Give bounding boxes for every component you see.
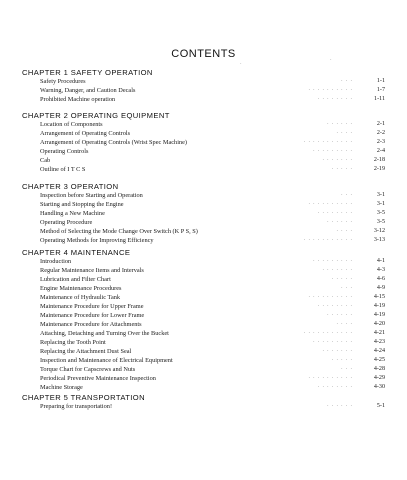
toc-entry-label: Inspection before Starting and Operation (40, 192, 143, 199)
toc-entry (0, 237, 407, 246)
toc-entry-label: Warning, Danger, and Caution Decals (40, 87, 136, 94)
toc-entry-label: Replacing the Attachment Dust Seal (40, 348, 132, 355)
toc-entry (0, 166, 407, 175)
toc-entry-page: 4-15 (373, 294, 385, 300)
toc-entry-label: Lubrication and Filter Chart (40, 276, 111, 283)
toc-entry (0, 339, 407, 348)
toc-entry (0, 357, 407, 366)
toc-entry-label: Attaching, Detaching and Turning Over the Bucket (40, 330, 169, 337)
leader-dots: ··········· (303, 238, 355, 243)
leader-dots: ····· (331, 277, 355, 282)
leader-dots: ··· (341, 193, 355, 198)
toc-entry (0, 210, 407, 219)
leader-dots: ······· (322, 158, 355, 163)
toc-entry-label: Operating Procedure (40, 219, 93, 226)
leader-dots: ········ (317, 97, 355, 102)
leader-dots: ······ (327, 404, 355, 409)
toc-entry-page: 4-25 (373, 357, 385, 363)
leader-dots: ········· (313, 259, 355, 264)
toc-entry-page: 2-2 (376, 130, 385, 136)
leader-dots: ····· (331, 167, 355, 172)
toc-entry (0, 294, 407, 303)
toc-entry-label: Location of Components (40, 121, 103, 128)
toc-entry (0, 384, 407, 393)
toc-entry-label: Outline of I T C S (40, 166, 86, 173)
leader-dots: ···· (336, 131, 355, 136)
toc-entry (0, 96, 407, 105)
leader-dots: ······ (327, 313, 355, 318)
leader-dots: ········ (317, 211, 355, 216)
toc-entry (0, 130, 407, 139)
toc-entry (0, 276, 407, 285)
toc-entry (0, 219, 407, 228)
leader-dots: ···· (336, 322, 355, 327)
toc-entry-page: 4-6 (376, 276, 385, 282)
toc-entry (0, 121, 407, 130)
leader-dots: ··· (341, 367, 355, 372)
toc-entry-page: 4-1 (376, 258, 385, 264)
toc-entry-label: Arrangement of Operating Controls (40, 130, 131, 137)
leader-dots: ······ (327, 220, 355, 225)
toc-entry-page: 3-12 (373, 228, 385, 234)
toc-entry-label: Handling a New Machine (40, 210, 105, 217)
toc-entry (0, 267, 407, 276)
toc-entry (0, 403, 407, 412)
toc-entry (0, 303, 407, 312)
chapter-heading: CHAPTER 5 TRANSPORTATION (22, 393, 145, 402)
toc-entry-page: 4-24 (373, 348, 385, 354)
leader-dots: ········ (317, 385, 355, 390)
toc-entry (0, 366, 407, 375)
chapter-heading: CHAPTER 1 SAFETY OPERATION (22, 68, 153, 77)
chapter-heading: CHAPTER 3 OPERATION (22, 182, 119, 191)
toc-entry-page: 5-1 (376, 403, 385, 409)
toc-entry-page: 1-7 (376, 87, 385, 93)
toc-entry-label: Maintenance Procedure for Upper Frame (40, 303, 144, 310)
toc-entry-page: 4-21 (373, 330, 385, 336)
toc-entry-label: Maintenance of Hydraulic Tank (40, 294, 121, 301)
toc-entry (0, 78, 407, 87)
toc-entry (0, 375, 407, 384)
toc-entry (0, 348, 407, 357)
toc-entry (0, 258, 407, 267)
toc-entry (0, 201, 407, 210)
chapter-heading: CHAPTER 4 MAINTENANCE (22, 248, 131, 257)
toc-entry (0, 321, 407, 330)
toc-entry-label: Maintenance Procedure for Lower Frame (40, 312, 145, 319)
toc-entry-page: 4-23 (373, 339, 385, 345)
toc-entry-page: 4-30 (373, 384, 385, 390)
toc-entry-label: Regular Maintenance Items and Intervals (40, 267, 144, 274)
leader-dots: ········ (317, 304, 355, 309)
toc-entry (0, 157, 407, 166)
toc-entry-page: 3-5 (376, 219, 385, 225)
leader-dots: ·········· (308, 88, 355, 93)
toc-entry-page: 4-29 (373, 375, 385, 381)
toc-entry-page: 2-19 (373, 166, 385, 172)
toc-entry-page: 2-18 (373, 157, 385, 163)
toc-entry-page: 3-1 (376, 201, 385, 207)
leader-dots: ········· (313, 149, 355, 154)
toc-entry-page: 3-13 (373, 237, 385, 243)
leader-dots: ·········· (308, 202, 355, 207)
leader-dots: ··········· (303, 140, 355, 145)
toc-entry-label: Prohibited Machine operation (40, 96, 116, 103)
toc-entry-label: Machine Storage (40, 384, 83, 391)
toc-entry-page: 1-1 (376, 78, 385, 84)
page-title: CONTENTS (171, 48, 236, 60)
leader-dots: ······· (322, 349, 355, 354)
toc-entry (0, 148, 407, 157)
toc-entry-page: 1-11 (374, 96, 385, 102)
toc-entry-label: Maintenance Procedure for Attachments (40, 321, 142, 328)
toc-entry (0, 139, 407, 148)
toc-entry-page: 3-1 (376, 192, 385, 198)
toc-entry (0, 192, 407, 201)
toc-entry-page: 4-19 (373, 312, 385, 318)
leader-dots: ······ (327, 122, 355, 127)
toc-entry-page: 4-9 (376, 285, 385, 291)
toc-entry-label: Inspection and Maintenance of Electrical Equipment (40, 357, 173, 364)
toc-entry-label: Introduction (40, 258, 72, 265)
toc-entry-page: 4-28 (373, 366, 385, 372)
leader-dots: ····· (331, 358, 355, 363)
toc-entry-label: Operating Controls (40, 148, 89, 155)
toc-entry (0, 285, 407, 294)
toc-entry-label: Operating Methods for Improving Efficiency (40, 237, 154, 244)
toc-entry-label: Preparing for transportation! (40, 403, 113, 410)
toc-entry-label: Periodical Preventive Maintenance Inspection (40, 375, 156, 382)
toc-entry (0, 87, 407, 96)
leader-dots: ··········· (303, 331, 355, 336)
leader-dots: ··· (341, 79, 355, 84)
toc-entry-label: Safety Procedures (40, 78, 86, 85)
toc-entry (0, 330, 407, 339)
leader-dots: ·········· (308, 295, 355, 300)
toc-entry-label: Torque Chart for Capscrews and Nuts (40, 366, 136, 373)
toc-entry-label: Replacing the Tooth Point (40, 339, 106, 346)
chapter-heading: CHAPTER 2 OPERATING EQUIPMENT (22, 111, 170, 120)
leader-dots: ········· (313, 340, 355, 345)
toc-entry-page: 4-20 (373, 321, 385, 327)
scan-speck: · (240, 62, 242, 67)
leader-dots: ······· (322, 268, 355, 273)
toc-entry-page: 3-5 (376, 210, 385, 216)
toc-entry-page: 2-4 (376, 148, 385, 154)
toc-entry-label: Starting and Stopping the Engine (40, 201, 124, 208)
toc-entry-page: 2-3 (376, 139, 385, 145)
toc-entry-label: Arrangement of Operating Controls (Wrist Spec Machine) (40, 139, 187, 146)
scan-speck: · (330, 58, 332, 63)
toc-entry-label: Cab (40, 157, 51, 164)
toc-entry-page: 4-3 (376, 267, 385, 273)
toc-entry-page: 4-19 (373, 303, 385, 309)
leader-dots: ·········· (308, 376, 355, 381)
toc-entry-page: 2-1 (376, 121, 385, 127)
toc-entry (0, 312, 407, 321)
toc-entry (0, 228, 407, 237)
toc-entry-label: Method of Selecting the Mode Change Over Switch (K P S, S) (40, 228, 198, 235)
leader-dots: ···· (336, 229, 355, 234)
leader-dots: ··· (341, 286, 355, 291)
toc-entry-label: Engine Maintenance Procedures (40, 285, 122, 292)
